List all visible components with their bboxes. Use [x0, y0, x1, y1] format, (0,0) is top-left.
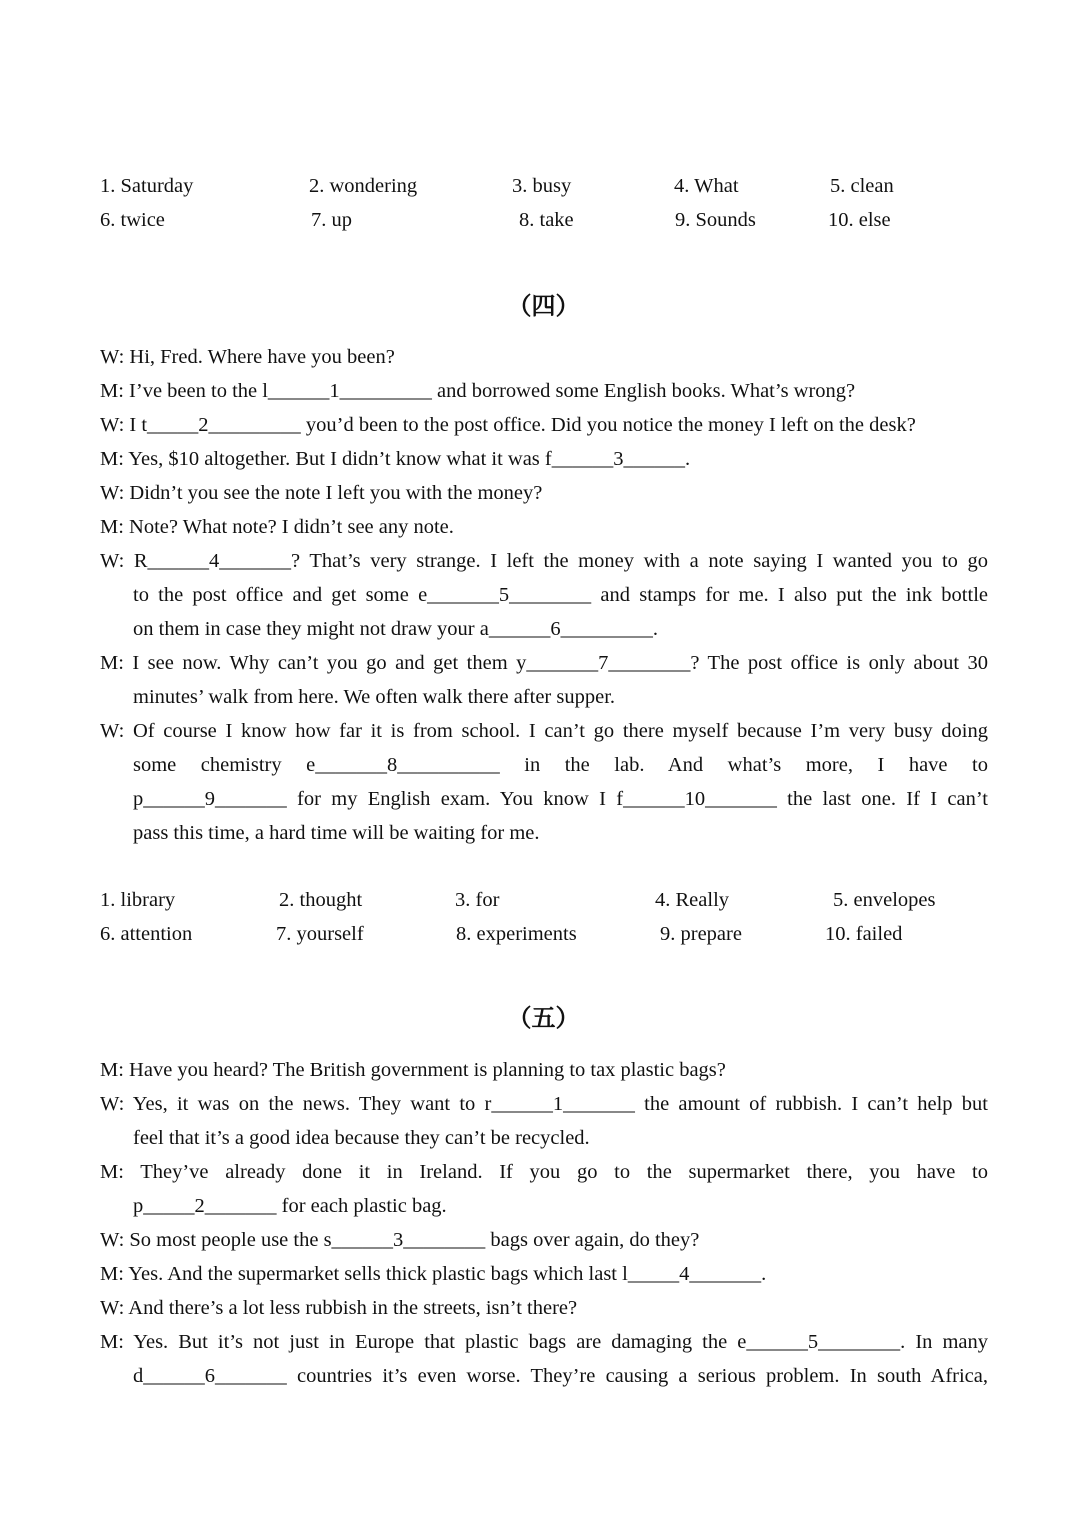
dialogue-line-continued: some chemistry e_______8__________ in the lab. And what’s more, I have to [133, 754, 988, 776]
dialogue-line: W: Yes, it was on the news. They want to r______1_______ the amount of rubbish. I can’t help but [100, 1093, 988, 1115]
answer-item: 3. for [455, 889, 500, 911]
dialogue-line: M: Yes, $10 altogether. But I didn’t know what it was f______3______. [100, 448, 691, 470]
answer-item: 1. Saturday [100, 175, 194, 197]
dialogue-line: M: Note? What note? I didn’t see any note. [100, 516, 454, 538]
answer-item: 7. yourself [276, 923, 364, 945]
dialogue-line: W: And there’s a lot less rubbish in the streets, isn’t there? [100, 1297, 578, 1319]
answer-item: 10. else [828, 209, 891, 231]
dialogue-line-continued: to the post office and get some e_______5________ and stamps for me. I also put the ink bottle [133, 584, 988, 606]
dialogue-line: M: Have you heard? The British government is planning to tax plastic bags? [100, 1059, 726, 1081]
dialogue-line: M: I see now. Why can’t you go and get them y_______7________? The post office is only about 30 [100, 652, 988, 674]
answer-item: 6. twice [100, 209, 165, 231]
section4-answer-key [100, 886, 990, 954]
answer-item: 4. Really [655, 889, 730, 911]
answer-row [100, 886, 990, 920]
dialogue-line-continued: on them in case they might not draw your a______6_________. [133, 618, 658, 640]
dialogue-line: W: So most people use the s______3________ bags over again, do they? [100, 1229, 700, 1251]
answer-item: 8. experiments [456, 923, 577, 945]
dialogue-line: M: I’ve been to the l______1_________ and borrowed some English books. What’s wrong? [100, 380, 856, 402]
dialogue-line: W: R______4_______? That’s very strange. I left the money with a note saying I wanted you to go [100, 550, 988, 572]
answer-item: 5. clean [830, 175, 894, 197]
dialogue-line-continued: p_____2_______ for each plastic bag. [133, 1195, 447, 1217]
answer-row [100, 172, 990, 206]
dialogue-line: M: Yes. But it’s not just in Europe that plastic bags are damaging the e______5________. In many [100, 1331, 988, 1353]
answer-item: 1. library [100, 889, 176, 911]
answer-item: 7. up [311, 209, 352, 231]
section5-heading: （五） [507, 1003, 580, 1032]
dialogue-line-continued: feel that it’s a good idea because they can’t be recycled. [133, 1127, 590, 1149]
answer-row [100, 206, 990, 240]
dialogue-line: M: They’ve already done it in Ireland. If you go to the supermarket there, you have to [100, 1161, 988, 1183]
section4-heading: （四） [507, 291, 580, 320]
section3-answer-key [100, 172, 990, 240]
dialogue-line-continued: pass this time, a hard time will be waiting for me. [133, 822, 540, 844]
dialogue-line: W: Of course I know how far it is from school. I can’t go there myself because I’m very busy doing [100, 720, 988, 742]
dialogue-line: W: Hi, Fred. Where have you been? [100, 346, 395, 368]
answer-item: 2. wondering [309, 175, 418, 197]
dialogue-line: W: I t_____2_________ you’d been to the post office. Did you notice the money I left on the desk? [100, 414, 916, 436]
dialogue-line-continued: p______9_______ for my English exam. You know I f______10_______ the last one. If I can’t [133, 788, 988, 810]
dialogue-line: W: Didn’t you see the note I left you with the money? [100, 482, 543, 504]
answer-item: 2. thought [279, 889, 363, 911]
answer-item: 8. take [519, 209, 574, 231]
answer-row [100, 920, 990, 954]
section4-dialogue [100, 340, 988, 850]
dialogue-line: M: Yes. And the supermarket sells thick plastic bags which last l_____4_______. [100, 1263, 767, 1285]
answer-item: 5. envelopes [833, 889, 936, 911]
answer-item: 6. attention [100, 923, 193, 945]
dialogue-line-continued: minutes’ walk from here. We often walk there after supper. [133, 686, 616, 708]
answer-item: 4. What [674, 175, 739, 197]
answer-item: 9. Sounds [675, 209, 756, 231]
answer-item: 9. prepare [660, 923, 742, 945]
dialogue-line-continued: d______6_______ countries it’s even worse. They’re causing a serious problem. In south Africa, [133, 1365, 988, 1387]
answer-item: 3. busy [512, 175, 572, 197]
answer-item: 10. failed [825, 923, 903, 945]
section5-dialogue [100, 1053, 988, 1393]
